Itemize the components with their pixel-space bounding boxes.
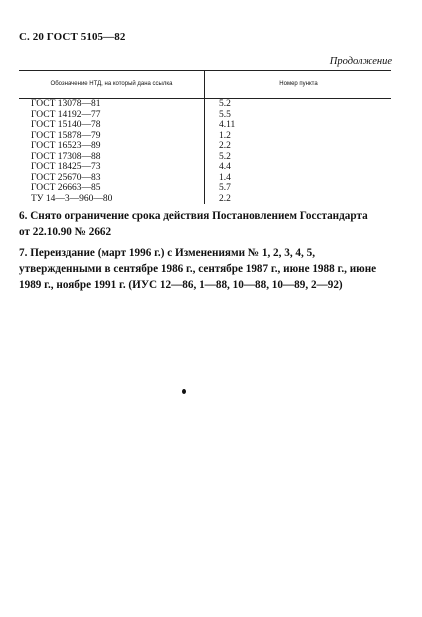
table-row bbox=[19, 141, 391, 152]
references-table bbox=[19, 70, 391, 204]
document-cell: ГОСТ 14192—77 bbox=[31, 109, 101, 120]
item-cell: 5.2 bbox=[219, 151, 231, 162]
paragraph-line: 7. Переиздание (март 1996 г.) с Изменениями № 1, 2, 3, 4, 5, bbox=[19, 247, 316, 259]
column-header-item: Номер пункта bbox=[204, 71, 392, 98]
paragraph-6 bbox=[19, 208, 391, 240]
item-cell: 2.2 bbox=[219, 141, 231, 151]
continuation-label: Продолжение bbox=[329, 56, 392, 67]
table-row bbox=[19, 99, 391, 110]
table-row bbox=[19, 173, 391, 184]
paragraph-line: 1989 г., ноябре 1991 г. (ИУС 12—86, 1—88, 10—88, 10—89, 2—92) bbox=[19, 279, 343, 291]
document-cell: ГОСТ 15140—78 bbox=[31, 120, 101, 130]
ink-dot bbox=[182, 389, 186, 394]
table-row bbox=[19, 110, 391, 121]
document-cell: ГОСТ 17308—88 bbox=[31, 151, 101, 162]
item-cell: 1.2 bbox=[219, 130, 231, 141]
document-cell: ТУ 14—3—960—80 bbox=[31, 193, 113, 204]
table-row bbox=[19, 120, 391, 131]
table-row bbox=[19, 194, 391, 205]
table-header bbox=[19, 70, 391, 99]
paragraph-7 bbox=[19, 245, 391, 293]
document-cell: ГОСТ 26663—85 bbox=[31, 183, 101, 193]
page-header: С. 20 ГОСТ 5105—82 bbox=[19, 31, 126, 43]
document-cell: ГОСТ 15878—79 bbox=[31, 130, 101, 141]
item-cell: 2.2 bbox=[219, 193, 231, 204]
item-cell: 5.2 bbox=[219, 99, 231, 109]
document-cell: ГОСТ 16523—89 bbox=[31, 141, 101, 151]
paragraph-line: утвержденными в сентябре 1986 г., сентябре 1987 г., июне 1988 г., июне bbox=[19, 263, 377, 275]
document-cell: ГОСТ 25670—83 bbox=[31, 172, 101, 183]
table-row bbox=[19, 183, 391, 194]
paragraph-line: от 22.10.90 № 2662 bbox=[19, 226, 112, 238]
item-cell: 4.11 bbox=[219, 120, 236, 130]
item-cell: 5.5 bbox=[219, 109, 231, 120]
document-cell: ГОСТ 13078—81 bbox=[31, 99, 101, 109]
paragraph-line: 6. Снято ограничение срока действия Постановлением Госстандарта bbox=[19, 210, 368, 222]
item-cell: 1.4 bbox=[219, 172, 231, 183]
item-cell: 4.4 bbox=[219, 162, 231, 172]
table-row bbox=[19, 131, 391, 142]
column-header-document: Обозначение НТД, на который дана ссылка bbox=[50, 81, 173, 87]
document-cell: ГОСТ 18425—73 bbox=[31, 162, 101, 172]
table-body bbox=[19, 99, 391, 204]
table-row bbox=[19, 162, 391, 173]
item-cell: 5.7 bbox=[219, 183, 231, 193]
table-row bbox=[19, 152, 391, 163]
